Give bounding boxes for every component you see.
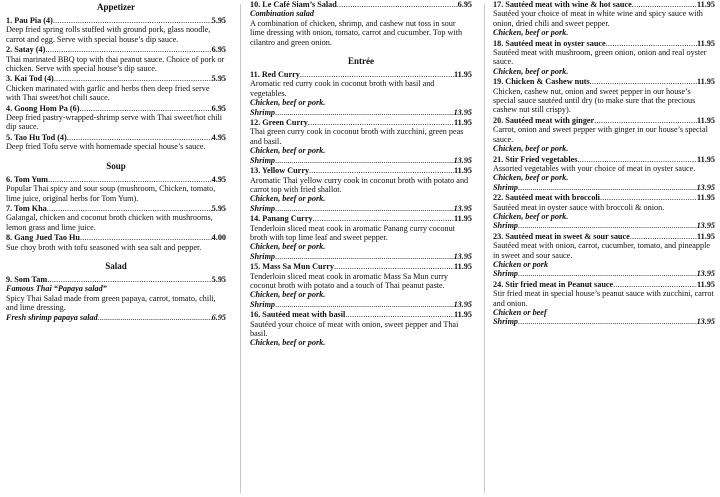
item-name: 1. Pau Pia (4) (6, 16, 53, 25)
item-price: 11.95 (697, 279, 715, 289)
shrimp-price: 13.95 (696, 317, 715, 327)
menu-item (493, 0, 715, 38)
menu-item (250, 166, 472, 213)
item-price: 5.95 (211, 203, 226, 213)
menu-item (250, 310, 472, 348)
shrimp-label: Shrimp (250, 107, 276, 117)
shrimp-price: 13.95 (453, 155, 472, 165)
item-description: Spicy Thai Salad made from green papaya, carrot, tomato, chili, and lime dressing. (6, 293, 216, 313)
column-divider (240, 4, 241, 493)
menu-item (493, 116, 715, 154)
item-description: Deep fried spring rolls stuffed with ground pork, glass noodle, carrot and egg. Serve with special house’s dip sauce. (6, 25, 211, 44)
item-name: 4. Goong Hom Pa (6) (6, 103, 80, 113)
item-description: Sue choy broth with tofu seasoned with sea salt and pepper. (6, 242, 202, 252)
shrimp-label: Shrimp (250, 203, 276, 213)
item-description: Sautéed your choice of meat in white wine and spicy sauce with onion, dried chili and sweet pepper. (493, 9, 703, 28)
item-subtitle: Famous Thai “Papaya salad” (6, 284, 107, 294)
item-description: Aromatic Thai yellow curry cook in coconut broth with potato and carrot top with fried shallot. (250, 175, 469, 194)
item-price: 11.95 (454, 70, 472, 80)
item-name: 17. Sautéed meat with wine & hot sauce (493, 0, 632, 9)
shrimp-price: 13.95 (453, 251, 472, 261)
item-price: 11.95 (454, 310, 472, 320)
item-name: 16. Sautéed meat with basil (250, 310, 346, 320)
item-name: 19. Chicken & Cashew nuts (493, 77, 590, 87)
shrimp-label: Shrimp (493, 221, 519, 231)
item-price: 11.95 (697, 231, 715, 241)
item-choice: Chicken, beef or pork. (493, 144, 569, 154)
item-choice: Chicken, beef or pork. (493, 173, 569, 183)
item-description: Thai green curry cook in coconut broth with zucchini, green peas and basil. (250, 127, 464, 146)
item-choice: Chicken, beef or pork. (250, 146, 326, 156)
item-choice: Chicken, beef or pork. (493, 211, 569, 221)
item-price: 11.95 (454, 118, 472, 128)
item-price: 6.95 (211, 45, 226, 55)
item-name: 12. Green Curry (250, 118, 308, 128)
item-choice: Chicken, beef or pork. (250, 242, 326, 252)
menu-item (493, 280, 715, 327)
item-description: Assorted vegetables with your choice of meat in oyster sauce. (493, 163, 696, 173)
shrimp-price: 13.95 (696, 182, 715, 192)
item-name: 5. Tao Hu Tod (4) (6, 132, 67, 142)
menu-item (493, 77, 715, 115)
item-name: 18. Sautéed meat in oyster sauce (493, 38, 606, 48)
item-name: 11. Red Curry (250, 70, 300, 80)
menu-item (250, 0, 472, 47)
menu-item (6, 74, 226, 102)
item-price: 6.95 (457, 0, 472, 9)
item-name: 23. Sautéed meat in sweet & sour sauce (493, 231, 630, 241)
item-price: 11.95 (697, 154, 715, 164)
item-name: 14. Panang Curry (250, 214, 313, 224)
item-name: 10. Le Café Siam’s Salad (250, 0, 337, 9)
section-title-appetizer: Appetizer (97, 2, 135, 12)
menu-item (6, 133, 226, 152)
item-choice: Chicken or pork (493, 259, 549, 269)
column-divider (484, 4, 485, 493)
item-price: 11.95 (697, 77, 715, 87)
menu-item (6, 16, 226, 44)
item-name: 9. Som Tam (6, 274, 48, 284)
item-choice: Chicken, beef or pork. (250, 194, 326, 204)
shrimp-price: 13.95 (696, 269, 715, 279)
item-choice: Chicken, beef or pork. (493, 66, 569, 76)
extra-label: Fresh shrimp papaya salad (6, 312, 98, 322)
menu-column-2 (250, 0, 472, 497)
item-description: Deep fried Tofu serve with homemade special house’s sauce. (6, 142, 206, 152)
section-title-soup: Soup (106, 160, 126, 171)
section-title-entree: Entrée (348, 56, 374, 67)
shrimp-label: Shrimp (250, 299, 276, 309)
item-price: 11.95 (454, 166, 472, 176)
item-description: Tenderloin sliced meat cook in aromatic Mass Sa Mun curry coconut broth with potato and a touch of Thai peanut paste. (250, 271, 448, 290)
item-name: 7. Tom Kha (6, 203, 47, 213)
item-description: Chicken marinated with garlic and herbs then deep fried serve with Thai sweet/hot chili sauce. (6, 83, 210, 103)
item-description: Carrot, onion and sweet pepper with ginger in our house’s special sauce. (493, 125, 708, 144)
item-price: 11.95 (697, 0, 715, 9)
section-title-salad: Salad (105, 260, 127, 271)
menu-item (493, 155, 715, 193)
menu-item (493, 193, 715, 231)
item-price: 11.95 (454, 214, 472, 224)
item-description: Tenderloin sliced meat cook in aromatic Panang curry coconut broth with top lime leaf and sweet pepper. (250, 223, 455, 242)
item-choice: Chicken, beef or pork. (250, 98, 326, 108)
shrimp-price: 13.95 (453, 203, 472, 213)
item-price: 11.95 (454, 262, 472, 272)
extra-price: 6.95 (211, 312, 226, 322)
item-price: 5.95 (211, 274, 226, 284)
menu-item (250, 262, 472, 309)
menu-column-3 (493, 0, 715, 497)
menu-item (6, 104, 226, 132)
item-choice: Chicken, beef or pork. (250, 290, 326, 300)
menu-column-1 (6, 0, 226, 497)
item-price: 4.95 (211, 174, 226, 184)
item-description: Thai marinated BBQ top with thai peanut sauce. Choice of pork or chicken. Serve with special house’s dip sauce. (6, 54, 225, 74)
shrimp-label: Shrimp (493, 269, 519, 279)
item-description: Sautéed meat with mushroom, green onion, onion and real oyster sauce. (493, 48, 707, 67)
item-name: 24. Stir fried meat in Peanut sauce (493, 279, 614, 289)
item-choice: Chicken, beef or pork. (250, 338, 326, 348)
item-price: 11.95 (697, 115, 715, 125)
item-name: 6. Tom Yum (6, 174, 48, 184)
shrimp-price: 13.95 (696, 221, 715, 231)
item-description: Sautéed your choice of meat with onion, sweet pepper and Thai basil. (250, 319, 459, 338)
menu-item (493, 39, 715, 77)
menu-item (250, 214, 472, 261)
item-name: 3. Kai Tod (4) (6, 74, 54, 84)
menu-item (6, 233, 226, 252)
menu-item (493, 232, 715, 279)
menu-item (6, 45, 226, 73)
item-price: 4.00 (211, 233, 226, 243)
item-name: 21. Stir Fried vegetables (493, 154, 578, 164)
menu-item (6, 275, 226, 322)
item-price: 5.95 (211, 16, 226, 25)
item-price: 4.95 (211, 132, 226, 142)
item-choice: Chicken or beef (493, 308, 547, 317)
shrimp-label: Shrimp (493, 317, 519, 327)
shrimp-label: Shrimp (493, 182, 519, 192)
item-name: 22. Sautéed meat with broccoli (493, 193, 600, 203)
menu-item (250, 118, 472, 165)
item-price: 11.95 (697, 38, 715, 48)
shrimp-label: Shrimp (250, 155, 276, 165)
item-choice: Chicken, beef or pork. (493, 28, 569, 38)
item-price: 11.95 (697, 193, 715, 203)
item-description: Galangal, chicken and coconut broth chicken with mushrooms, lemon grass and lime juice. (6, 213, 213, 232)
item-description: Sautéed meat with onion, carrot, cucumber, tomato, and pineapple in sweet and sour sauce. (493, 241, 711, 260)
item-description: Stir fried meat in special house’s peanut sauce with zucchini, carrot and onion. (493, 289, 714, 308)
item-name: 2. Satay (4) (6, 45, 46, 55)
shrimp-price: 13.95 (453, 107, 472, 117)
menu-item (6, 175, 226, 203)
menu-item (6, 204, 226, 232)
item-price: 6.95 (211, 103, 226, 113)
shrimp-label: Shrimp (250, 251, 276, 261)
item-description: Chicken, cashew nut, onion and sweet pepper in our house’s special sauce sautéed until dry (to make sure that the precious cashew nut still crispy). (493, 86, 696, 115)
item-name: 13. Yellow Curry (250, 166, 310, 176)
item-subtitle: Combination salad (250, 9, 314, 19)
item-description: Aromatic red curry cook in coconut broth with basil and vegetables. (250, 79, 435, 98)
item-name: 20. Sautéed meat with ginger (493, 115, 595, 125)
item-name: 15. Mass Sa Mun Curry (250, 262, 334, 272)
item-description: Deep fried pastry-wrapped-shrimp serve with Thai sweet/hot chili dip sauce. (6, 113, 223, 132)
shrimp-price: 13.95 (453, 299, 472, 309)
item-description: Popular Thai spicy and sour soup (mushroom, Chicken, tomato, lime juice, original herbs for Tom Yum). (6, 184, 216, 203)
menu-item (250, 70, 472, 117)
item-name: 8. Gang Jued Tao Hu (6, 233, 80, 243)
item-description: Sautéed meat in oyster sauce with broccoli & onion. (493, 202, 665, 212)
item-price: 5.95 (211, 74, 226, 84)
item-description: A combination of chicken, shrimp, and cashew nut toss in sour lime dressing with onion, tomato, carrot and cucumber. Top with cilantro and green onion. (250, 18, 463, 47)
